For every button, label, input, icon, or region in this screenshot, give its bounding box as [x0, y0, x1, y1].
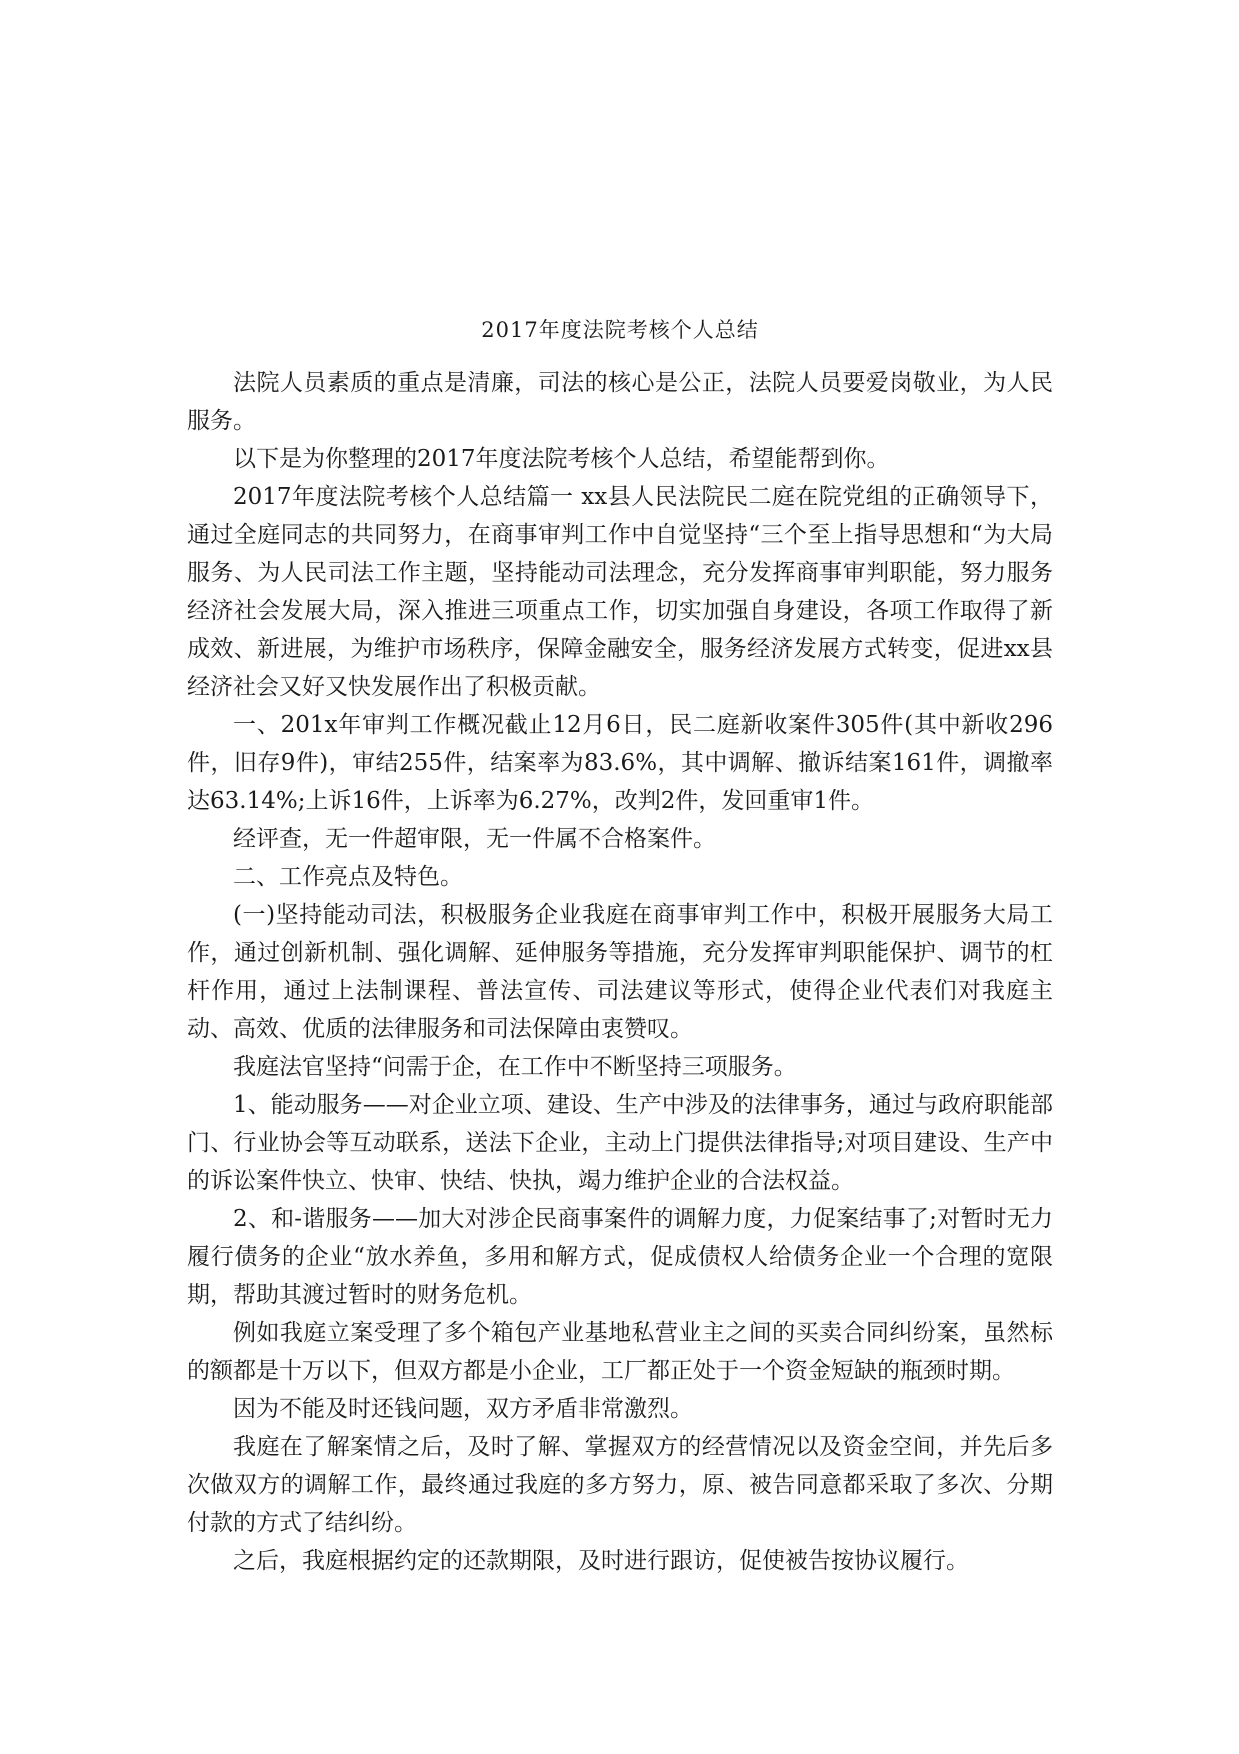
paragraph-mediation: 我庭在了解案情之后，及时了解、掌握双方的经营情况以及资金空间，并先后多次做双方的调解工作，最终通过我庭的多方努力，原、被告同意都采取了多次、分期付款的方式了结纠纷。 [187, 1434, 1053, 1536]
paragraph-review-result: 经评查，无一件超审限，无一件属不合格案件。 [233, 826, 716, 852]
paragraph-service-1: 1、能动服务——对企业立项、建设、生产中涉及的法律事务，通过与政府职能部门、行业协会等互动联系，送法下企业，主动上门提供法律指导;对项目建设、生产中的诉讼案件快立、快审、快结、快执，竭力维护企业的合法权益。 [187, 1092, 1053, 1194]
paragraph-preface: 以下是为你整理的2017年度法院考核个人总结，希望能帮到你。 [233, 446, 890, 472]
paragraph-follow-up: 之后，我庭根据约定的还款期限，及时进行跟访，促使被告按协议履行。 [233, 1548, 969, 1574]
paragraph-intro: 法院人员素质的重点是清廉，司法的核心是公正，法院人员要爱岗敬业，为人民服务。 [187, 370, 1053, 434]
document-title: 2017年度法院考核个人总结 [481, 318, 759, 342]
paragraph-trial-overview: 一、201x年审判工作概况截止12月6日，民二庭新收案件305件(其中新收296件，旧存9件)，审结255件，结案率为83.6%，其中调解、撤诉结案161件，调撤率达63.14%;上诉16件，上诉率为6.27%，改判2件，发回重审1件。 [187, 712, 1053, 814]
paragraph-summary-opening: 2017年度法院考核个人总结篇一 xx县人民法院民二庭在院党组的正确领导下，通过全庭同志的共同努力，在商事审判工作中自觉坚持“三个至上指导思想和“为大局服务、为人民司法工作主题，坚持能动司法理念，充分发挥商事审判职能，努力服务经济社会发展大局，深入推进三项重点工作，切实加强自身建设，各项工作取得了新成效、新进展，为维护市场秩序，保障金融安全，服务经济发展方式转变，促进xx县经济社会又好又快发展作出了积极贡献。 [187, 484, 1053, 700]
paragraph-case-example: 例如我庭立案受理了多个箱包产业基地私营业主之间的买卖合同纠纷案，虽然标的额都是十万以下，但双方都是小企业，工厂都正处于一个资金短缺的瓶颈时期。 [187, 1320, 1053, 1384]
document-page [187, 316, 1053, 1580]
paragraph-section-heading: 二、工作亮点及特色。 [233, 864, 463, 890]
paragraph-three-services: 我庭法官坚持“问需于企，在工作中不断坚持三项服务。 [233, 1054, 797, 1080]
paragraph-conflict: 因为不能及时还钱问题，双方矛盾非常激烈。 [233, 1396, 693, 1422]
paragraph-service-2: 2、和-谐服务——加大对涉企民商事案件的调解力度，力促案结事了;对暂时无力履行债务的企业“放水养鱼，多用和解方式，促成债权人给债务企业一个合理的宽限期，帮助其渡过暂时的财务危机。 [187, 1206, 1053, 1308]
paragraph-active-justice: (一)坚持能动司法，积极服务企业我庭在商事审判工作中，积极开展服务大局工作，通过创新机制、强化调解、延伸服务等措施，充分发挥审判职能保护、调节的杠杆作用，通过上法制课程、普法宣传、司法建议等形式，使得企业代表们对我庭主动、高效、优质的法律服务和司法保障由衷赞叹。 [187, 902, 1053, 1042]
